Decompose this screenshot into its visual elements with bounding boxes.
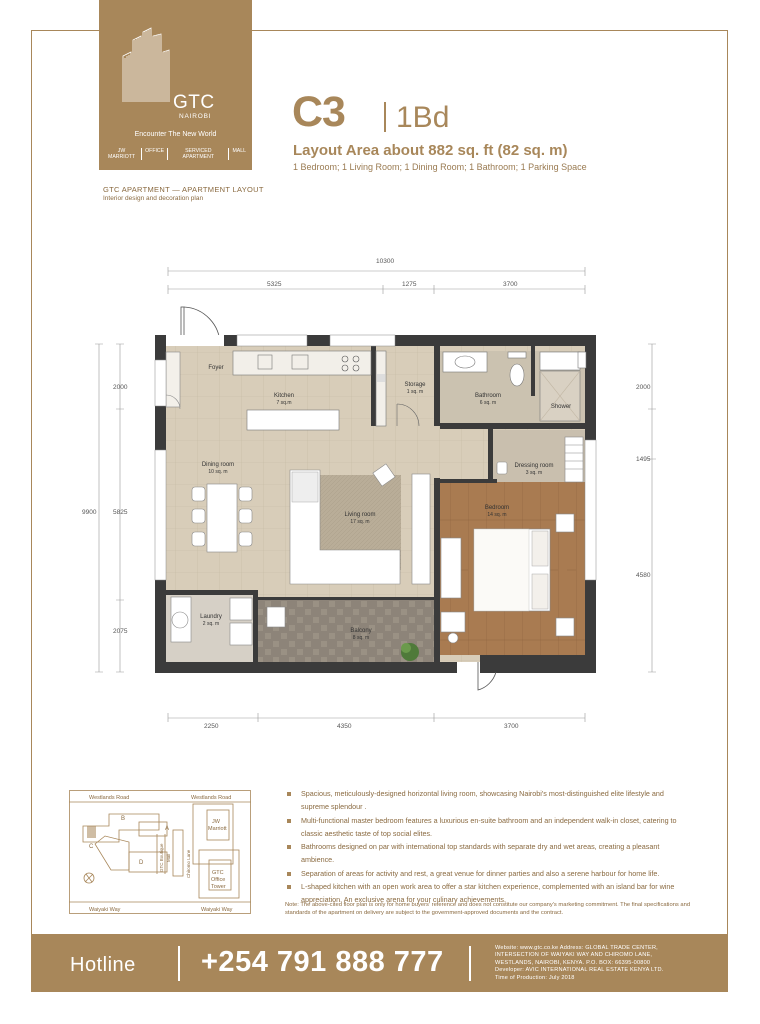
dim-top-2: 1275 bbox=[402, 281, 417, 288]
hotline-phone[interactable]: +254 791 888 777 bbox=[201, 946, 444, 978]
logo-brand: GTC bbox=[173, 92, 215, 113]
map-mall-2: Mall bbox=[166, 853, 171, 862]
layout-subtitle-2: Interior design and decoration plan bbox=[103, 195, 204, 202]
feature-item: Multi-functional master bedroom features a luxurious en-suite bathroom and an independent walk-in closet, catering to classic aesthetic taste of top social elites. bbox=[285, 814, 690, 841]
hotline-label: Hotline bbox=[70, 954, 136, 976]
room-balcony: Balcony bbox=[350, 628, 372, 634]
room-balcony-area: 8 sq. m bbox=[352, 635, 370, 641]
dim-bottom-3: 3700 bbox=[504, 723, 519, 730]
room-laundry: Laundry bbox=[200, 614, 222, 620]
feature-item: L-shaped kitchen with an open work area to offer a star kitchen experience, complemented with an island bar for wine appreciation. An exclusive arena for your culinary achievements. bbox=[285, 880, 690, 907]
feature-item: Spacious, meticulously-designed horizontal living room, showcasing Nairobi's most-distinguished elite lifestyle and supreme splendour . bbox=[285, 787, 690, 814]
room-bedroom: Bedroom bbox=[484, 505, 510, 511]
footer-bar bbox=[31, 934, 728, 992]
location-map bbox=[69, 790, 251, 914]
unit-code: C3 bbox=[292, 88, 345, 136]
map-tower-2: Office bbox=[211, 877, 226, 883]
logo-city: NAIROBI bbox=[179, 113, 212, 120]
dim-right-1: 2000 bbox=[636, 384, 651, 391]
dim-top-3: 3700 bbox=[503, 281, 518, 288]
room-foyer: Foyer bbox=[208, 365, 224, 371]
layout-area: Layout Area about 882 sq. ft (82 sq. m) bbox=[293, 142, 568, 159]
dim-top-total: 10300 bbox=[376, 258, 395, 265]
room-shower: Shower bbox=[550, 404, 572, 410]
map-block-c: C bbox=[89, 844, 94, 850]
room-bathroom-area: 6 sq. m bbox=[479, 400, 497, 406]
contact-line: INTERSECTION OF WAIYAKI WAY AND CHIROMO LANE, bbox=[495, 952, 653, 959]
room-laundry-area: 2 sq. m bbox=[202, 621, 220, 627]
map-tower-1: GTC bbox=[212, 870, 224, 876]
logo-menu-item: MALL bbox=[228, 148, 246, 160]
site-marker-c bbox=[87, 826, 96, 838]
map-lane: Chiromo Lane bbox=[186, 849, 191, 878]
room-dining-area: 10 sq. m bbox=[208, 469, 228, 475]
map-road-waiyaki-left: Waiyaki Way bbox=[89, 907, 121, 913]
dim-left-total: 9900 bbox=[82, 509, 97, 516]
room-kitchen-area: 7 sq.m bbox=[276, 400, 292, 406]
footer-divider bbox=[178, 946, 180, 981]
dim-right-3: 4580 bbox=[636, 572, 651, 579]
logo-menu-item: JW MARRIOTT bbox=[108, 148, 136, 160]
map-tower-3: Tower bbox=[211, 884, 226, 890]
room-kitchen: Kitchen bbox=[273, 393, 295, 399]
footer-divider bbox=[469, 946, 471, 981]
room-storage-area: 1 sq. m bbox=[406, 389, 424, 395]
map-jw: JW bbox=[212, 819, 220, 825]
dim-left-2: 5825 bbox=[113, 509, 128, 516]
map-road-waiyaki-right: Waiyaki Way bbox=[201, 907, 233, 913]
room-living: Living room bbox=[344, 512, 376, 518]
room-bedroom-area: 14 sq. m bbox=[487, 512, 507, 518]
room-dining: Dining room bbox=[201, 462, 235, 468]
room-dressing-area: 3 sq. m bbox=[525, 470, 543, 476]
feature-item: Bathrooms designed on par with international top standards with separate dry and wet areas, creating a pleasant ambience. bbox=[285, 840, 690, 867]
contact-line: Developer: AVIC INTERNATIONAL REAL ESTATE KENYA LTD. bbox=[495, 967, 664, 974]
map-block-d: D bbox=[139, 860, 144, 866]
room-summary: 1 Bedroom; 1 Living Room; 1 Dining Room; 1 Bathroom; 1 Parking Space bbox=[293, 162, 587, 172]
feature-list bbox=[285, 787, 690, 907]
map-mall-1: GTC Boutique bbox=[159, 843, 164, 872]
contact-line: Website: www.gtc.co.ke Address: GLOBAL TRADE CENTER, bbox=[495, 945, 658, 951]
map-block-a: A bbox=[165, 826, 170, 832]
dim-left-3: 2075 bbox=[113, 628, 128, 635]
feature-item: Separation of areas for activity and rest, a great venue for dinner parties and also a serene harbour for home life. bbox=[285, 867, 690, 880]
contact-line: Time of Production: July 2018 bbox=[495, 974, 575, 981]
entry-door bbox=[166, 307, 224, 346]
room-dressing: Dressing room bbox=[514, 463, 554, 469]
dim-bottom-2: 4350 bbox=[337, 723, 352, 730]
unit-type: 1Bd bbox=[396, 101, 450, 134]
disclaimer-note: Note: The above-cited floor plan is only for home buyers' reference and does not constitute our company's marketing commitment. The final specifications and standards of the apartment on delivery are subject to the government-approved documents and the contract. bbox=[285, 902, 691, 917]
contact-line: WESTLANDS, NAIROBI, KENYA. P.O. BOX: 66395-00800 bbox=[495, 959, 651, 966]
room-living-area: 17 sq. m bbox=[350, 519, 370, 525]
map-road-westlands-left: Westlands Road bbox=[89, 795, 130, 801]
dining-table bbox=[192, 484, 252, 552]
dim-bottom-1: 2250 bbox=[204, 723, 219, 730]
map-marriott: Marriott bbox=[208, 826, 227, 832]
map-block-b: B bbox=[121, 816, 126, 822]
logo-tagline: Encounter The New World bbox=[134, 131, 217, 138]
room-bathroom: Bathroom bbox=[474, 393, 502, 399]
logo-menu-item: OFFICE bbox=[141, 148, 164, 160]
contact-info bbox=[495, 945, 715, 982]
map-road-westlands-right: Westlands Road bbox=[191, 795, 232, 801]
logo-menu-item: SERVICED APARTMENT bbox=[167, 148, 225, 160]
dim-left-1: 2000 bbox=[113, 384, 128, 391]
kitchen-island bbox=[247, 410, 339, 430]
layout-subtitle: GTC APARTMENT — APARTMENT LAYOUT bbox=[103, 185, 264, 194]
foyer-cabinet bbox=[166, 352, 180, 407]
dim-right-2: 1495 bbox=[636, 456, 651, 463]
dim-top-1: 5325 bbox=[267, 281, 282, 288]
room-storage: Storage bbox=[404, 382, 426, 388]
